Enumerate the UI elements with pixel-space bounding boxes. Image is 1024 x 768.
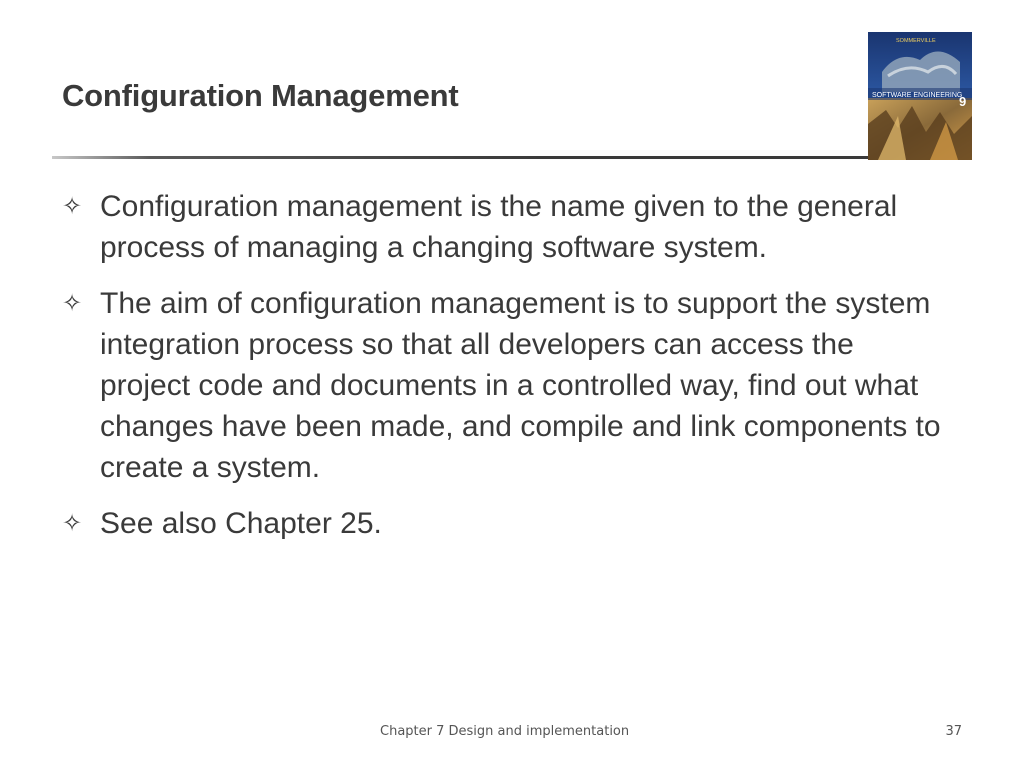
four-pointed-star-icon: ✧ (62, 289, 83, 317)
bullet-item (62, 283, 942, 488)
cover-title-text: SOFTWARE ENGINEERING (872, 92, 963, 99)
bullet-text: See also Chapter 25. (100, 507, 382, 540)
slide-title: Configuration Management (62, 78, 459, 113)
footer-chapter: Chapter 7 Design and implementation (380, 724, 630, 739)
bullet-text: Configuration management is the name given to the general process of managing a changing software system. (100, 190, 898, 264)
bullet-text: The aim of configuration management is to support the system integration process so that all developers can access the project code and documents in a controlled way, find out what changes have been made, and compile and link components to create a system. (100, 287, 941, 484)
title-divider (52, 156, 872, 159)
cover-author-text: SOMMERVILLE (896, 38, 936, 44)
four-pointed-star-icon: ✧ (62, 509, 83, 537)
bullet-item (62, 503, 942, 544)
page-number: 37 (945, 724, 962, 739)
bullet-item (62, 186, 942, 268)
four-pointed-star-icon: ✧ (62, 192, 83, 220)
book-cover-image (868, 32, 972, 160)
cover-edition-text: 9 (959, 94, 967, 109)
bullet-list (62, 186, 942, 559)
